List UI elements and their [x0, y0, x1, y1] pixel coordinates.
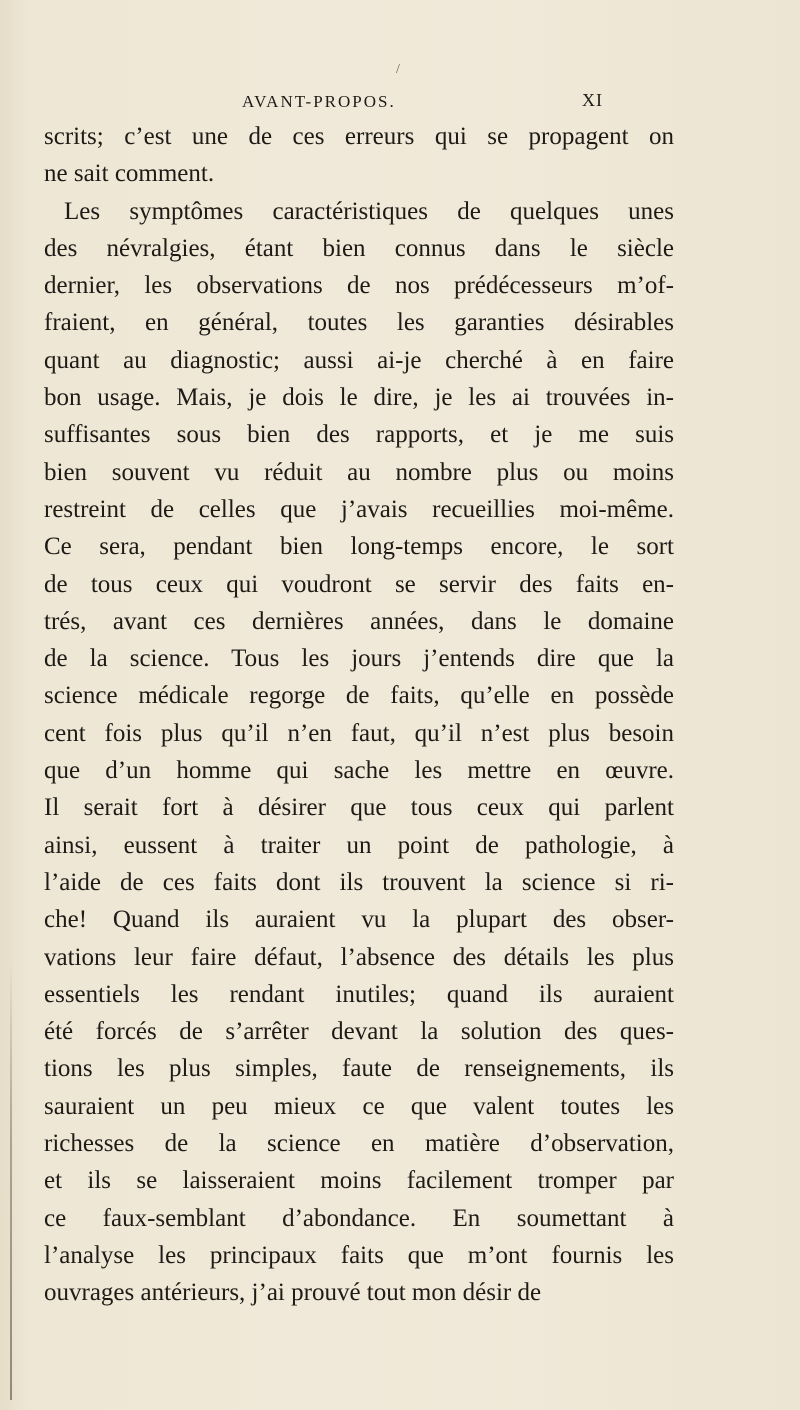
text-line: cent fois plus qu’il n’en faut, qu’il n’est plus besoin: [44, 719, 674, 747]
running-head: AVANT-PROPOS.: [242, 92, 396, 111]
text-line: Ce sera, pendant bien long-temps encore, le sort: [44, 533, 674, 561]
text-line: ne sait comment.: [44, 160, 215, 188]
text-line: que d’un homme qui sache les mettre en œuvre.: [44, 757, 674, 785]
text-line: quant au diagnostic; aussi ai-je cherché à en faire: [44, 346, 674, 374]
text-line: ce faux-semblant d’abondance. En soumettant à: [44, 1204, 674, 1232]
text-line: l’aide de ces faits dont ils trouvent la science si ri-: [44, 868, 674, 896]
text-line: scrits; c’est une de ces erreurs qui se propagent on: [44, 123, 674, 150]
text-line: Il serait fort à désirer que tous ceux qui parlent: [44, 794, 674, 822]
body-text: [44, 118, 674, 1312]
text-line: ainsi, eussent à traiter un point de pathologie, à: [44, 831, 674, 859]
text-line: science médicale regorge de faits, qu’elle en possède: [44, 682, 674, 710]
text-line: richesses de la science en matière d’observation,: [44, 1130, 674, 1158]
page-number: XI: [582, 90, 603, 110]
gutter-shadow: [10, 960, 12, 1400]
text-line: bien souvent vu réduit au nombre plus ou moins: [44, 458, 674, 486]
top-ink-mark: /: [396, 62, 400, 77]
text-line: che! Quand ils auraient vu la plupart des obser-: [44, 906, 674, 934]
text-line: été forcés de s’arrêter devant la solution des ques-: [44, 1018, 674, 1046]
text-line: et ils se laisseraient moins facilement tromper par: [44, 1167, 674, 1195]
text-line: suffisantes sous bien des rapports, et je me suis: [44, 421, 674, 449]
text-line: trés, avant ces dernières années, dans le domaine: [44, 607, 674, 635]
text-line: tions les plus simples, faute de renseignements, ils: [44, 1055, 674, 1083]
text-line: restreint de celles que j’avais recueillies moi-même.: [44, 495, 674, 523]
text-line: fraient, en général, toutes les garanties désirables: [44, 309, 674, 337]
text-line: l’analyse les principaux faits que m’ont fournis les: [44, 1241, 674, 1269]
text-line: vations leur faire défaut, l’absence des détails les plus: [44, 943, 674, 971]
text-line: sauraient un peu mieux ce que valent toutes les: [44, 1092, 674, 1120]
text-line: ouvrages antérieurs, j’ai prouvé tout mon désir de: [44, 1279, 542, 1307]
text-line: bon usage. Mais, je dois le dire, je les ai trouvées in-: [44, 384, 674, 412]
text-line: de tous ceux qui voudront se servir des faits en-: [44, 570, 674, 598]
page-header: [0, 86, 800, 116]
text-line: dernier, les observations de nos prédécesseurs m’of-: [44, 272, 674, 300]
text-line: Les symptômes caractéristiques de quelques unes: [64, 197, 674, 225]
text-line: de la science. Tous les jours j’entends dire que la: [44, 645, 674, 673]
text-line: essentiels les rendant inutiles; quand ils auraient: [44, 980, 674, 1008]
text-line: des névralgies, étant bien connus dans le siècle: [44, 234, 674, 262]
